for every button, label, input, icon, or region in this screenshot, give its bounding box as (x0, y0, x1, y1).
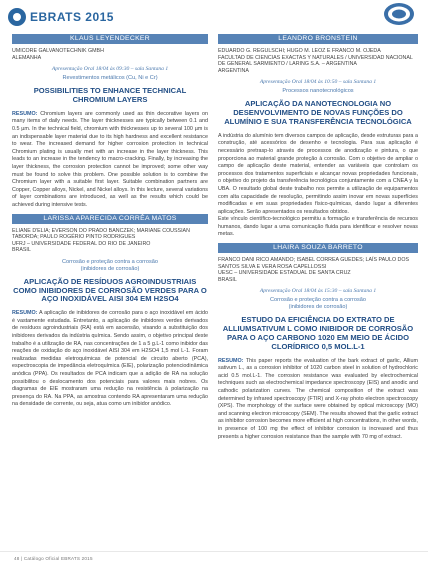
emblem-icon (382, 1, 416, 27)
ebrats-logo (8, 6, 114, 28)
abstract-title: ESTUDO DA EFICIÊNCIA DO EXTRATO DE ALLIUMSATIVUM L COMO INIBIDOR DE CORROSÃO PARA O AÇO CARBONO 1020 EM MEIO DE ÁCIDO CLORÍDRICO 0,5 MOL.L-1 (222, 315, 414, 351)
session-info: Apresentação Oral 18/04 às 15:30 – sala Santana 1 (259, 288, 377, 295)
resumo-label: RESUMO: (12, 310, 38, 317)
abstract-title: APLICAÇÃO DA NANOTECNOLOGIA NO DESENVOLVIMENTO DE NOVAS FUNÇÕES DO ALUMÍNIO E SUA TRANSFERÊNCIA TECNOLÓGICA (224, 99, 412, 126)
abstract-body (12, 310, 208, 409)
gear-logo-icon (8, 8, 26, 26)
abstract-text: A aplicação de inibidores de corrosão para o aço inoxidável em ácido é vastamente estudada. Entretanto, a aplicação de inibidores verdes derivados de resíduos agroindustriais (RA) está em ascensão, visando a substituição dos inibidores derivados da indústria química. Sendo assim, o objetivo principal deste trabalho é a utilização de RA, nas concentrações de 1 a 5 g.L-1 como inibidor das reações de oxidação do aço inoxidável AISI 304 em H2SO4 1,5 mol L-1. Foram realizadas medidas eletroquímicas de potencial de circuito aberto (PCA), espectroscopia de impedância eletroquímica (EIE), polarização potenciodinâmica anódica (PPA). Os resultados de PCA indicam que a adição de RA na solução possibilitou o deslocamento dos potenciais para valores mais nobres. Os diagramas de EIE mostraram uma redução na resistência à polarização na presença do RA. Na PPA, as amostras contendo RA apresentaram uma redução na densidade de corrente, ou seja, atua como um inibidor anódico. (12, 310, 208, 408)
page-header (0, 0, 428, 32)
category: Corrosão e proteção contra a corrosão (inibidores de corrosão) (61, 258, 159, 272)
category: Revestimentos metálicos (Cu, Ni e Cr) (62, 75, 158, 82)
abstract-lhaira (218, 243, 418, 441)
abstract-body: A indústria do alumínio tem diversos campos de aplicação, desde estruturas para a construção, até acessórios de desenho e tecnologia. Para sua aplicação é necessário pretrasp-lo através de processos de anodização e pintura, o que proporciona ao material grande proteção à corrosão. Com o objetivo de ampliar o campo de aplicação deste material, entender as variáveis que controlam os processos dos tratamentos superficiais e alcançar novas propriedades funcionais, o objetivo do projeto da transferência tecnológica conjuntamente com a CNEA y la UBA. O resultado global deste trabalho nos permite a utilização de equipamentos com alta capacidade de resolução, permitindo assim inovar em novas superfícies modificadas e em suas propriedades físico-químicas, dando lugar a diferentes aplicações. Serão apresentados os resultados obtidos. Este vínculo científico-tecnológico permitiu a formação e transferência de recursos humanos, dando lugar a uma comunicação fluida para identificar e resolver novas metas. (218, 132, 418, 238)
abstract-klaus (12, 34, 208, 210)
presenter-bar: LARISSA APARECIDA CORRÊA MATOS (12, 214, 208, 224)
resumo-label: RESUMO: (218, 357, 244, 364)
abstract-leandro (218, 34, 418, 239)
presenter-bar: KLAUS LEYENDECKER (12, 34, 208, 44)
authors: EDUARDO G. REGULSCHI; HUGO M. LEOZ E FRANCO M. OJEDA FACULTAD DE CIENCIAS EXACTAS Y NATURALES / UNIVERSIDAD NACIONAL DE GENERAL SARMIENTO / LARING S.A. – ARGENTINA ARGENTINA (218, 48, 413, 74)
left-column (12, 34, 208, 409)
page-footer: 48 | Catálogo Oficial EBRATS 2015 (14, 556, 93, 561)
authors: UMICORE GALVANOTECHNIK GMBH ALEMANHA (12, 48, 104, 61)
abstract-text: Chromium layers are commonly used as thin decorative layers on many items of daily needs. The layer thicknesses are typically between 0.1 and 0.5 µm. In the technical field, chromium with thicknesses up to several 100 µm is an indispensable layer material due to its high hardness and excellent resistance to wear. The increased demand for higher corrosion protection in technical Chromium plating is usually met with an increase in the layer thickness. This leads to an increase in the tendency to macro-cracking. Finally, by increasing the layer thickness, the corrosion protection cannot be improved; some other way must be found to solve this problem. One possible solution is to combine the Chromium layer with a suitable first layer. Suitable combination partners are Copper, Copper alloys, Nickel, and Nickel alloys. In this lecture, several variations of layer combinations are introduced, as well as the results which could be achieved during intensive tests. (12, 110, 208, 208)
right-column (218, 34, 418, 441)
authors: FRANCO DANI RICO AMANDO; ISABEL CORREA GUEDES; LAÍS PAULO DOS SANTOS SILVA E VERA ROSA CAPELLOSSI UESC – UNIVERSIDADE ESTADUAL DE SANTA CRUZ BRASIL (218, 257, 410, 283)
presenter-bar: LHAIRA SOUZA BARRETO (218, 243, 418, 253)
presenter-bar: LEANDRO BRONSTEIN (218, 34, 418, 44)
category: Corrosão e proteção contra a corrosão (inibidores de corrosão) (269, 297, 367, 311)
session-info: Apresentação Oral 18/04 às 09:30 – sala Santana 1 (51, 66, 169, 73)
abstract-larissa (12, 214, 208, 409)
abstract-title: APLICAÇÃO DE RESÍDUOS AGROINDUSTRIAIS COMO INIBIDORES DE CORROSÃO VERDES PARA O AÇO INOXIDÁVEL AISI 304 EM H2SO4 (13, 276, 207, 304)
authors: ELIANE D'ELIA; EVERSON DO PRADO BANCZEK; MARIANE COUSSIAN TABORDA; PAULO ROGÉRIO PINTO RODRIGUES UFRJ – UNIVERSIDADE FEDERAL DO RIO DE JANEIRO BRASIL (12, 227, 190, 254)
abstract-text: This paper reports the evaluation of the bark extract of garlic, Allium sativum L., as a corrosion inhibitor of 1020 carbon steel in solution of hydrochloric acid 0.5 mol.L-1. The corrosion resistance was evaluated by electrochemical techniques such as electrochemical impedance spectroscopy (EIS) and anodic and cathodic polarization curves. The chemical composition of the extract was determined by infrared spectroscopy (FTIR) and X-ray photo electron spectroscopy (XPS). The morphology of the surface were obtained by optical microscopy (MO) and scanning electron microscopy (SEM). The results showed that the garlic extract as inhibitor corrosion becomes more efficient at high concentrations, in other words, in presence of 100 mg the effect of inhibitor corrosion is increased and thus presents a higher corrosion resistance than the sample with 70 mg of extract. (218, 357, 418, 440)
abstract-body (218, 358, 418, 442)
resumo-label: RESUMO: (12, 110, 38, 117)
session-info: Apresentação Oral 18/04 às 10:50 – sala Santana 1 (259, 79, 377, 86)
abstract-title: POSSIBILITIES TO ENHANCE TECHNICAL CHROMIUM LAYERS (33, 86, 187, 104)
abstract-body (12, 111, 208, 210)
footer-divider (0, 551, 428, 552)
logo-text: EBRATS 2015 (30, 10, 114, 24)
category: Processos nanotecnológicos (282, 88, 354, 95)
